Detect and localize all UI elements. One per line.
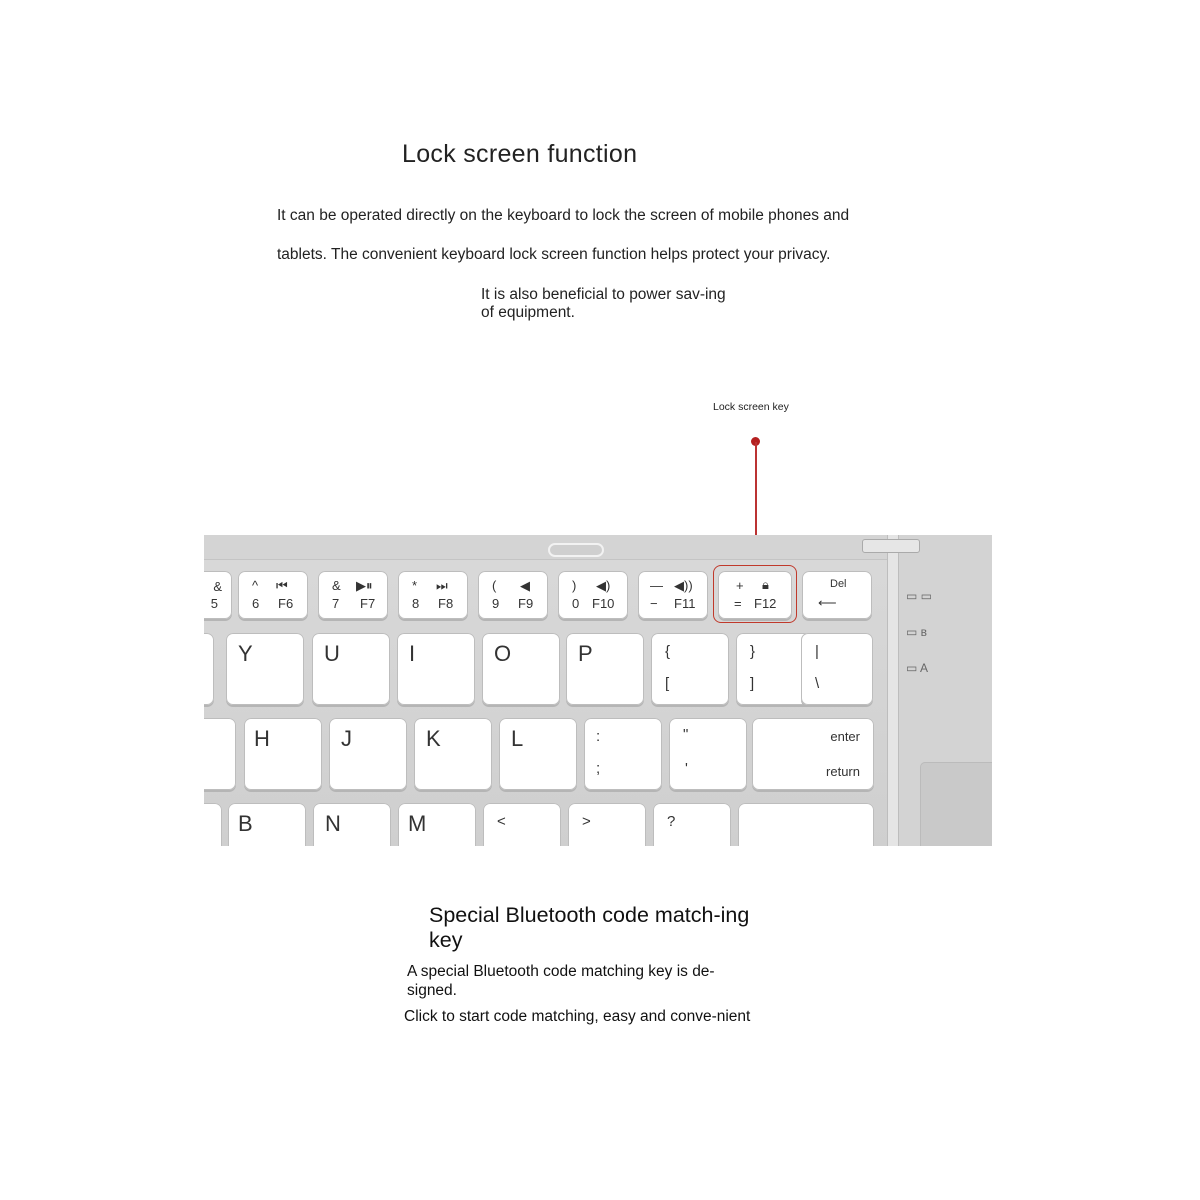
key-g <box>204 718 236 790</box>
key-enter: enter return <box>752 718 874 790</box>
key-less-than: < <box>483 803 561 846</box>
battery-indicator: ▭ ▭ <box>906 589 933 603</box>
key-quote: " ' <box>669 718 747 790</box>
key-greater-than: > <box>568 803 646 846</box>
fkey-f12-lock: + 🔒︎ = F12 <box>718 571 792 619</box>
fold-divider <box>887 535 899 846</box>
key-brace-open: { [ <box>651 633 729 705</box>
fkey-5: & 5 <box>204 571 232 619</box>
caps-indicator: ▭ A <box>906 661 929 675</box>
touchpad <box>920 762 992 846</box>
fkey-f6: ^ ⏮ 6 F6 <box>238 571 308 619</box>
key-shift-right <box>738 803 874 846</box>
lock-screen-desc-3: It is also beneficial to power sav-ing of equipment. <box>481 286 726 321</box>
key-v <box>204 803 222 846</box>
fold-clip <box>862 539 920 553</box>
key-y: Y <box>226 633 304 705</box>
lock-screen-key-callout: Lock screen key <box>713 401 789 413</box>
lock-key-highlight <box>713 565 797 623</box>
keyboard-image <box>204 535 992 846</box>
key-i: I <box>397 633 475 705</box>
key-h: H <box>244 718 322 790</box>
lock-icon: 🔒︎ <box>762 577 769 592</box>
key-p: P <box>566 633 644 705</box>
bluetooth-desc-1: A special Bluetooth code matching key is de-signed. <box>407 963 715 999</box>
hinge-slot <box>548 543 604 557</box>
key-pipe: | \ <box>801 633 873 705</box>
bluetooth-title: Special Bluetooth code match-ing key <box>429 903 750 952</box>
key-b: B <box>228 803 306 846</box>
fkey-f11: — ◀)) − F11 <box>638 571 708 619</box>
lock-screen-desc-2: tablets. The convenient keyboard lock screen function helps protect your privacy. <box>277 246 831 263</box>
key-brace-close: } ] <box>736 633 814 705</box>
lock-screen-desc-1: It can be operated directly on the keyboard to lock the screen of mobile phones and <box>277 207 850 224</box>
lock-screen-title: Lock screen function <box>402 140 638 168</box>
key-n: N <box>313 803 391 846</box>
fkey-f10: ) ◀) 0 F10 <box>558 571 628 619</box>
key-j: J <box>329 718 407 790</box>
key-t <box>204 633 214 705</box>
key-colon: : ; <box>584 718 662 790</box>
key-l: L <box>499 718 577 790</box>
fkey-f8: * ⏭ 8 F8 <box>398 571 468 619</box>
key-u: U <box>312 633 390 705</box>
key-k: K <box>414 718 492 790</box>
fkey-f7: & ▶⏸ 7 F7 <box>318 571 388 619</box>
bluetooth-indicator: ▭ ʙ <box>906 625 928 639</box>
key-question: ? <box>653 803 731 846</box>
del-key: Del ⟵ <box>802 571 872 619</box>
fkey-f9: ( ◀ 9 F9 <box>478 571 548 619</box>
key-o: O <box>482 633 560 705</box>
key-m: M <box>398 803 476 846</box>
bluetooth-desc-2: Click to start code matching, easy and conve-nient <box>404 1008 751 1025</box>
